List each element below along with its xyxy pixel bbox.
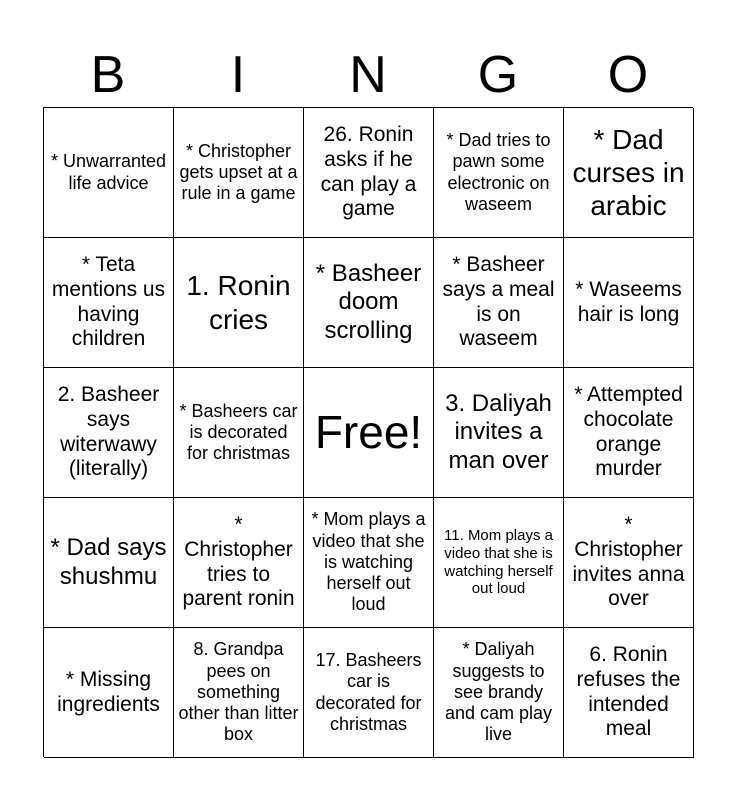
header-letter-g: G — [477, 46, 519, 104]
header-letter-i: I — [230, 46, 246, 104]
bingo-cell[interactable]: * Basheer doom scrolling — [304, 238, 434, 368]
bingo-cell[interactable]: 11. Mom plays a video that she is watching herself out loud — [434, 498, 564, 628]
header-letter-n: N — [349, 46, 387, 104]
bingo-cell[interactable]: 26. Ronin asks if he can play a game — [304, 108, 434, 238]
bingo-cell[interactable]: * Attempted chocolate orange murder — [564, 368, 694, 498]
bingo-header — [43, 44, 693, 106]
bingo-cell[interactable]: * Mom plays a video that she is watching herself out loud — [304, 498, 434, 628]
bingo-cell[interactable]: * Christopher tries to parent ronin — [174, 498, 304, 628]
bingo-cell[interactable]: * Waseems hair is long — [564, 238, 694, 368]
bingo-cell[interactable]: * Dad curses in arabic — [564, 108, 694, 238]
bingo-cell[interactable]: * Christopher gets upset at a rule in a game — [174, 108, 304, 238]
bingo-cell[interactable]: * Dad tries to pawn some electronic on waseem — [434, 108, 564, 238]
bingo-cell[interactable]: 1. Ronin cries — [174, 238, 304, 368]
bingo-cell[interactable]: 2. Basheer says witerwawy (literally) — [44, 368, 174, 498]
header-letter-o: O — [607, 46, 649, 104]
bingo-cell[interactable]: 8. Grandpa pees on something other than litter box — [174, 628, 304, 758]
bingo-cell[interactable]: * Basheer says a meal is on waseem — [434, 238, 564, 368]
free-space[interactable]: Free! — [304, 368, 434, 498]
bingo-cell[interactable]: * Basheers car is decorated for christmas — [174, 368, 304, 498]
bingo-cell[interactable]: * Christopher invites anna over — [564, 498, 694, 628]
bingo-cell[interactable]: * Missing ingredients — [44, 628, 174, 758]
bingo-cell[interactable]: * Teta mentions us having children — [44, 238, 174, 368]
bingo-board — [43, 107, 693, 757]
bingo-cell[interactable]: * Daliyah suggests to see brandy and cam play live — [434, 628, 564, 758]
bingo-cell[interactable]: * Dad says shushmu — [44, 498, 174, 628]
bingo-cell[interactable]: 17. Basheers car is decorated for christmas — [304, 628, 434, 758]
bingo-cell[interactable]: 6. Ronin refuses the intended meal — [564, 628, 694, 758]
bingo-cell[interactable]: * Unwarranted life advice — [44, 108, 174, 238]
header-letter-b: B — [90, 46, 126, 104]
bingo-cell[interactable]: 3. Daliyah invites a man over — [434, 368, 564, 498]
